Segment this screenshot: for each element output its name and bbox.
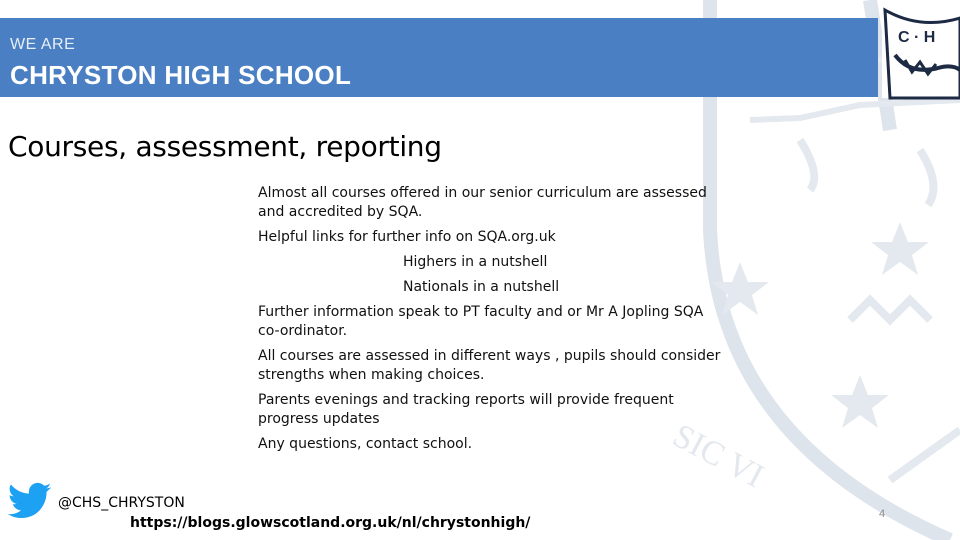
- paragraph-further-information: Further information speak to PT faculty and or Mr A Jopling SQA co-ordinator.: [258, 304, 704, 339]
- paragraph-assessment-methods: All courses are assessed in different ways , pupils should consider strengths when making choices.: [258, 348, 721, 383]
- paragraph-helpful-links: Helpful links for further info on SQA.org.uk: [258, 229, 556, 245]
- link-highers-in-a-nutshell[interactable]: Highers in a nutshell: [403, 254, 548, 270]
- twitter-handle[interactable]: @CHS_CHRYSTON: [58, 495, 185, 511]
- crest-top-lettering: C · H: [898, 29, 936, 46]
- paragraph-progress-updates: Parents evenings and tracking reports will provide frequent progress updates: [258, 392, 674, 427]
- slide-heading: Courses, assessment, reporting: [8, 130, 442, 163]
- banner-subtitle: WE ARE: [10, 36, 76, 53]
- crest-motto-lettering: SIC VI: [666, 417, 770, 496]
- slide-body: [258, 184, 728, 460]
- paragraph-sqa-accreditation: Almost all courses offered in our senior curriculum are assessed and accredited by SQA.: [258, 185, 707, 220]
- link-nationals-in-a-nutshell[interactable]: Nationals in a nutshell: [403, 279, 560, 295]
- twitter-bird-icon: [8, 482, 52, 520]
- blog-url-link[interactable]: https://blogs.glowscotland.org.uk/nl/chrystonhigh/: [130, 515, 531, 531]
- paragraph-contact-school: Any questions, contact school.: [258, 436, 473, 452]
- school-banner: [0, 18, 878, 97]
- page-number: 4: [879, 508, 886, 520]
- banner-title: CHRYSTON HIGH SCHOOL: [10, 60, 352, 90]
